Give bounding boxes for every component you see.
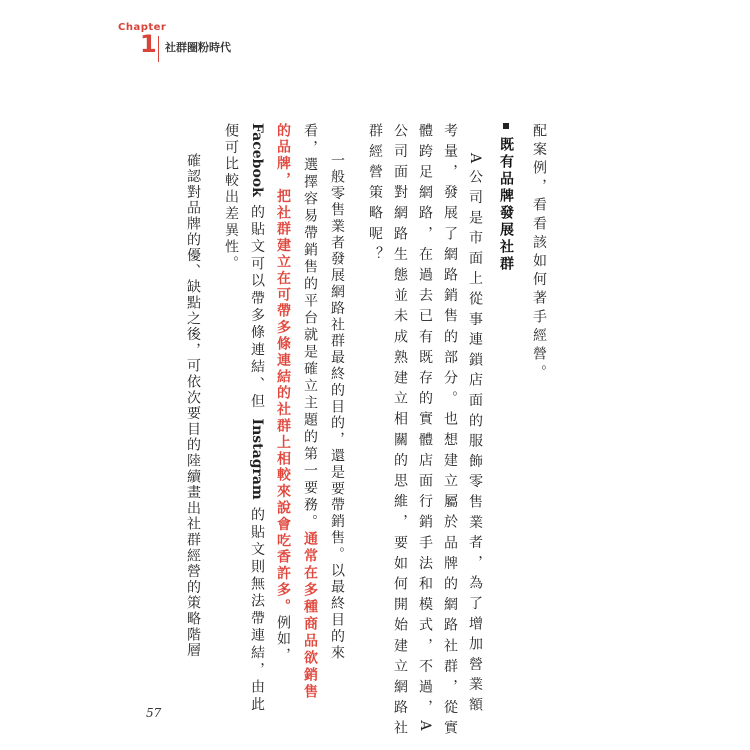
text-column xyxy=(250,123,264,714)
text-column: 一般零售業者發展網路社群最終的目的，還是要帶銷售。以最終目的來 xyxy=(329,153,345,662)
text-run: 的貼文則無法帶連結，由此 xyxy=(249,499,265,714)
text-column: 體跨足網路，在過去已有既存的實體店面行銷手法和模式，不過，A xyxy=(417,123,433,738)
text-column: 便可比較出差異性。 xyxy=(223,123,239,273)
text-run: 例如， xyxy=(275,615,291,665)
square-bullet-icon xyxy=(503,123,509,129)
text-column: A公司是市面上從事連鎖店面的服飾零售業者，為了增加營業額 xyxy=(467,153,483,718)
highlighted-text: 的品牌，把社群建立在可帶多條連結的社群上相較來說會吃香許多。 xyxy=(275,123,291,615)
highlighted-text: 通常在多種商品欲銷售 xyxy=(302,531,318,701)
text-column xyxy=(303,123,317,701)
text-column: 配案例，看看該如何著手經營。 xyxy=(531,123,547,384)
text-run: 看，選擇容易帶銷售的平台就是確立主題的第一要務。 xyxy=(302,123,318,531)
section-heading-text: 既有品牌發展社群 xyxy=(498,137,514,273)
chapter-title: 社群圈粉時代 xyxy=(165,41,231,54)
section-heading xyxy=(496,123,516,273)
chapter-word: Chapter xyxy=(118,22,167,33)
text-column: 群經營策略呢？ xyxy=(367,123,383,268)
chapter-number: 1 xyxy=(140,30,157,58)
brand-instagram: Instagram xyxy=(249,418,265,500)
chapter-divider xyxy=(158,36,159,62)
text-column: 公司面對網路生態並未成熟建立相關的思維，要如何開始建立網路社 xyxy=(392,123,408,741)
text-column xyxy=(276,123,290,664)
text-column: 確認對品牌的優、缺點之後，可依次要目的陸續畫出社群經營的策略階層 xyxy=(185,153,201,659)
brand-facebook: Facebook xyxy=(249,123,265,197)
text-column: 考量，發展了網路銷售的部分。也想建立屬於品牌的網路社群，從實 xyxy=(442,123,458,741)
text-run: 的貼文可以帶多條連結、但 xyxy=(249,196,265,419)
page-number: 57 xyxy=(146,706,162,720)
